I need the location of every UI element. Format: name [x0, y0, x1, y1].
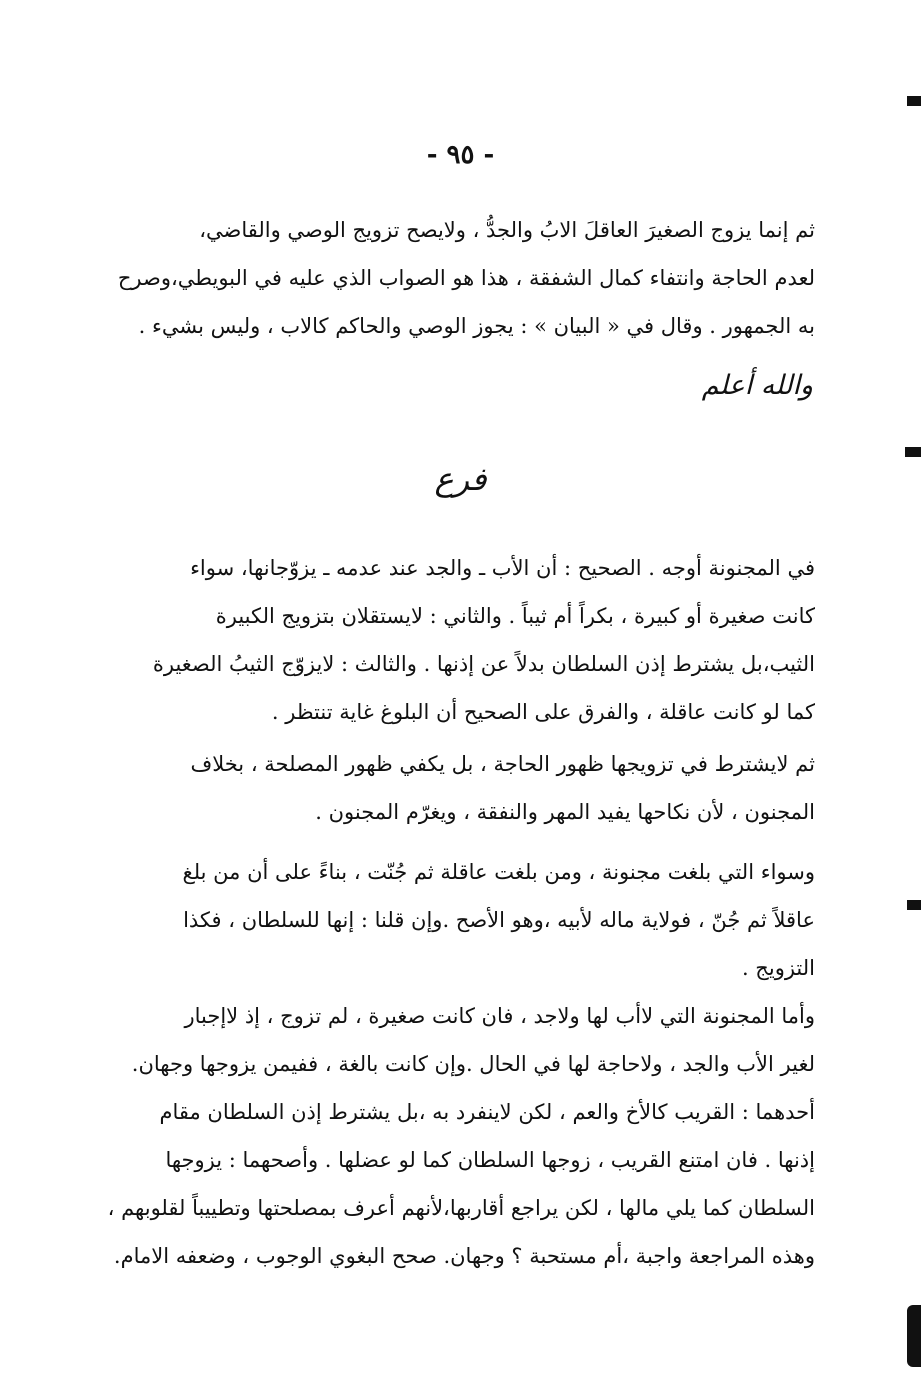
text-line: في المجنونة أوجه . الصحيح : أن الأب ـ والجد عند عدمه ـ يزوّجانها، سواء: [190, 556, 815, 580]
section-heading: فرع: [434, 460, 487, 498]
paragraph-4: [80, 992, 815, 1280]
text-line: السلطان كما يلي مالها ، لكن يراجع أقاربها،لأنهم أعرف بمصلحتها وتطييباً لقلوبهم ،: [107, 1196, 815, 1220]
text-line: أحدهما : القريب كالأخ والعم ، لكن لاينفرد به ،بل يشترط إذن السلطان مقام: [159, 1100, 815, 1124]
text-line: لعدم الحاجة وانتفاء كمال الشفقة ، هذا هو الصواب الذي عليه في البويطي،وصرح: [117, 266, 815, 290]
text-line: لغير الأب والجد ، ولاحاجة لها في الحال .وإن كانت بالغة ، ففيمن يزوجها وجهان.: [131, 1052, 815, 1076]
paragraph-1: [80, 544, 815, 736]
page-number: - ٩٥ -: [426, 140, 495, 170]
text-line: عاقلاً ثم جُنّ ، فولاية ماله لأبيه ،وهو الأصح .وإن قلنا : إنها للسلطان ، فكذا: [183, 908, 815, 932]
text-line: وهذه المراجعة واجبة ،أم مستحبة ؟ وجهان. صحح البغوي الوجوب ، وضعفه الامام.: [113, 1244, 815, 1268]
text-line: التزويج .: [741, 956, 815, 980]
text-line: به الجمهور . وقال في « البيان » : يجوز الوصي والحاكم كالاب ، وليس بشيء .: [138, 314, 815, 338]
text-line: وأما المجنونة التي لاأب لها ولاجد ، فان كانت صغيرة ، لم تزوج ، إذ لاإجبار: [184, 1004, 815, 1028]
text-line: إذنها . فان امتنع القريب ، زوجها السلطان كما لو عضلها . وأصحهما : يزوجها: [165, 1148, 815, 1172]
scan-edge-mark: [905, 447, 921, 457]
closing-phrase: والله أعلم: [701, 370, 813, 401]
text-line: وسواء التي بلغت مجنونة ، ومن بلغت عاقلة ثم جُنّت ، بناءً على أن من بلغ: [182, 860, 815, 884]
text-line: ثم لايشترط في تزويجها ظهور الحاجة ، بل يكفي ظهور المصلحة ، بخلاف: [190, 752, 815, 776]
text-line: الثيب،بل يشترط إذن السلطان بدلاً عن إذنها . والثالث : لايزوّج الثيبُ الصغيرة: [152, 652, 815, 676]
text-line: كانت صغيرة أو كبيرة ، بكراً أم ثيباً . والثاني : لايستقلان بتزويج الكبيرة: [215, 604, 815, 628]
scan-edge-mark: [907, 900, 921, 910]
scan-edge-mark: [907, 1305, 921, 1367]
intro-paragraph: [80, 206, 815, 350]
text-line: ثم إنما يزوج الصغيرَ العاقلَ الابُ والجدُّ ، ولايصح تزويج الوصي والقاضي،: [199, 218, 815, 242]
paragraph-3: [80, 848, 815, 992]
scan-edge-mark: [907, 96, 921, 106]
text-line: كما لو كانت عاقلة ، والفرق على الصحيح أن البلوغ غاية تنتظر .: [271, 700, 815, 724]
text-line: المجنون ، لأن نكاحها يفيد المهر والنفقة ، ويغرّم المجنون .: [315, 800, 815, 824]
paragraph-2: [80, 740, 815, 836]
